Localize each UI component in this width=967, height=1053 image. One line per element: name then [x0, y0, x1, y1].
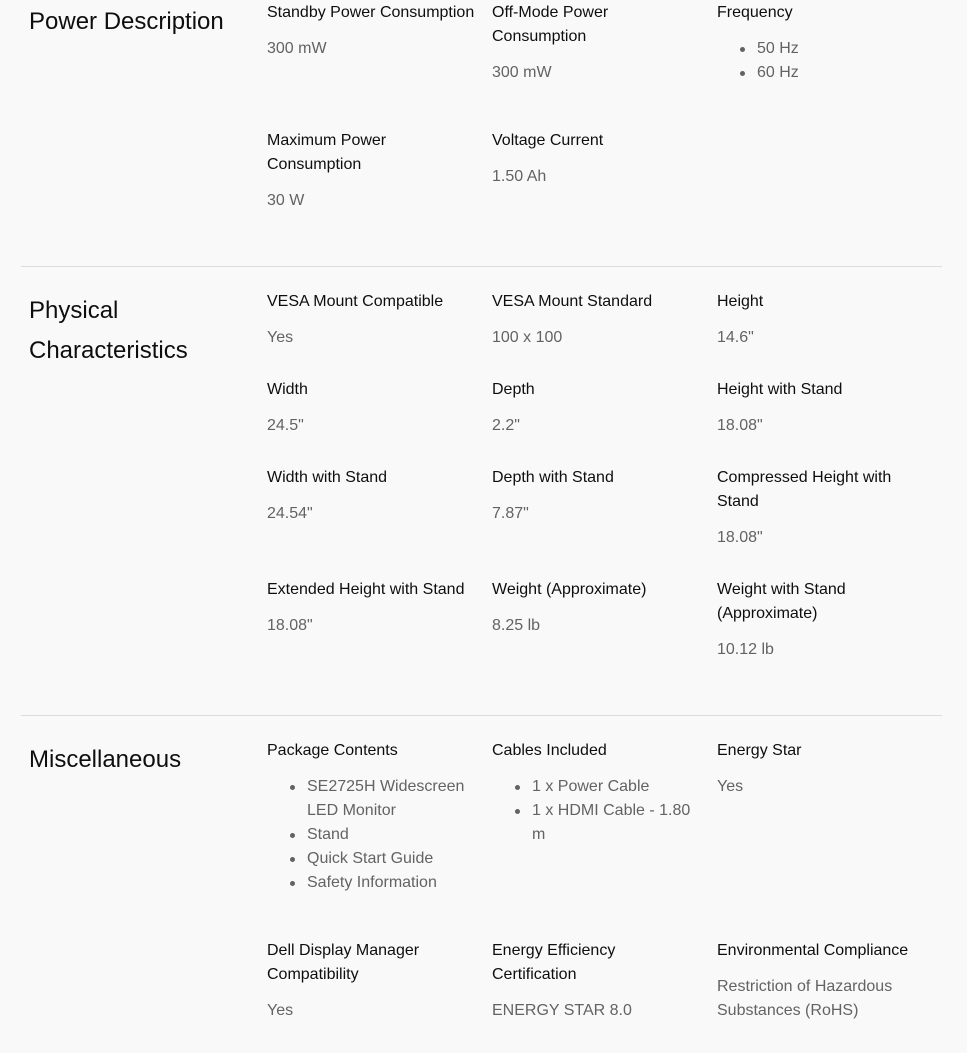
spec-compressed-height: [717, 466, 929, 550]
spec-label: Standby Power Consumption: [267, 4, 475, 21]
spec-height: [717, 290, 929, 350]
spec-label: Depth with Stand: [492, 469, 614, 486]
spec-package-contents: [267, 739, 479, 895]
spec-width-with-stand: [267, 466, 479, 526]
spec-label: Cables Included: [492, 742, 607, 759]
spec-value-list: [492, 775, 704, 847]
spec-label: Off-Mode Power Consumption: [492, 4, 609, 45]
spec-value: 1.50 Ah: [492, 168, 547, 185]
spec-label: Dell Display Manager Compatibility: [267, 942, 420, 983]
section-title: Power Description: [29, 8, 224, 35]
spec-width: [267, 378, 479, 438]
list-item: Safety Information: [267, 871, 479, 895]
spec-label: Weight (Approximate): [492, 581, 647, 598]
spec-depth: [492, 378, 704, 438]
section-miscellaneous: [21, 716, 942, 1053]
spec-weight-with-stand: [717, 578, 929, 662]
spec-max-power: [267, 129, 479, 213]
section-title: Miscellaneous: [29, 746, 182, 773]
spec-depth-with-stand: [492, 466, 704, 526]
list-item: 1 x Power Cable: [492, 775, 704, 799]
spec-value: 24.54": [267, 505, 313, 522]
spec-label: VESA Mount Standard: [492, 293, 653, 310]
spec-label: Width: [267, 381, 308, 398]
spec-value: 2.2": [492, 417, 520, 434]
spec-label: Depth: [492, 381, 535, 398]
spec-value: 14.6": [717, 329, 754, 346]
spec-value: 8.25 lb: [492, 617, 541, 634]
section-physical-characteristics: [21, 267, 942, 715]
spec-value: 18.08": [267, 617, 313, 634]
spec-value: 300 mW: [267, 40, 327, 57]
spec-value: ENERGY STAR 8.0: [492, 1002, 632, 1019]
spec-label: Package Contents: [267, 742, 398, 759]
spec-cables-included: [492, 739, 704, 847]
spec-value: 30 W: [267, 192, 305, 209]
spec-frequency: [717, 1, 929, 85]
spec-value: Restriction of Hazardous Substances (RoHS): [717, 978, 893, 1019]
spec-value: 300 mW: [492, 64, 552, 81]
spec-standby-power: [267, 1, 479, 61]
spec-value: 7.87": [492, 505, 529, 522]
spec-height-with-stand: [717, 378, 929, 438]
list-item: Quick Start Guide: [267, 847, 479, 871]
spec-vesa-compatible: [267, 290, 479, 350]
spec-weight: [492, 578, 704, 638]
spec-label: Height with Stand: [717, 381, 843, 398]
spec-value-list: [717, 37, 929, 85]
spec-dell-display-manager: [267, 939, 479, 1023]
spec-label: VESA Mount Compatible: [267, 293, 444, 310]
list-item: Stand: [267, 823, 479, 847]
spec-value: 18.08": [717, 529, 763, 546]
spec-label: Maximum Power Consumption: [267, 132, 387, 173]
list-item: 1 x HDMI Cable - 1.80 m: [492, 799, 704, 847]
spec-value: Yes: [717, 778, 744, 795]
spec-label: Compressed Height with Stand: [717, 469, 892, 510]
spec-label: Frequency: [717, 4, 793, 21]
spec-label: Voltage Current: [492, 132, 604, 149]
spec-value: 18.08": [717, 417, 763, 434]
list-item: 50 Hz: [717, 37, 929, 61]
spec-label: Energy Efficiency Certification: [492, 942, 616, 983]
list-item: SE2725H Widescreen LED Monitor: [267, 775, 479, 823]
spec-label: Energy Star: [717, 742, 802, 759]
spec-energy-star: [717, 739, 929, 799]
spec-label: Environmental Compliance: [717, 942, 909, 959]
list-item: 60 Hz: [717, 61, 929, 85]
spec-voltage-current: [492, 129, 704, 189]
spec-value-list: [267, 775, 479, 895]
spec-environmental-compliance: [717, 939, 929, 1023]
spec-energy-efficiency: [492, 939, 704, 1023]
spec-value: Yes: [267, 329, 294, 346]
spec-off-mode-power: [492, 1, 704, 85]
spec-value: Yes: [267, 1002, 294, 1019]
spec-label: Extended Height with Stand: [267, 581, 465, 598]
spec-vesa-standard: [492, 290, 704, 350]
spec-value: 10.12 lb: [717, 641, 774, 658]
section-power-description: [21, 0, 942, 266]
spec-label: Weight with Stand (Approximate): [717, 581, 846, 622]
spec-label: Height: [717, 293, 764, 310]
spec-value: 24.5": [267, 417, 304, 434]
spec-label: Width with Stand: [267, 469, 388, 486]
spec-value: 100 x 100: [492, 329, 563, 346]
section-title: Physical Characteristics: [29, 297, 188, 364]
spec-extended-height: [267, 578, 479, 638]
